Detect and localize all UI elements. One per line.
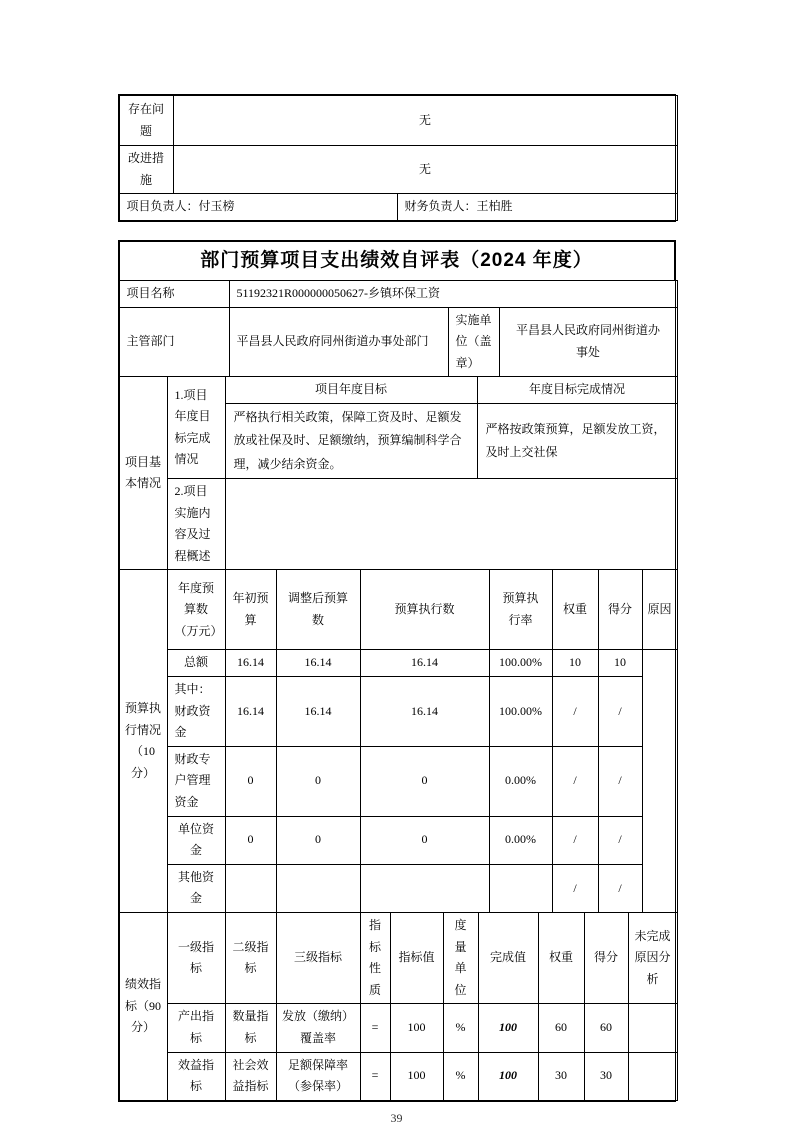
budget-cell-weight: /	[552, 864, 598, 912]
perf-cell-target: 100	[390, 1052, 443, 1100]
perf-cell-unit: %	[443, 1004, 478, 1052]
table-row	[119, 677, 677, 747]
improvements-label: 改进措施	[119, 146, 173, 194]
table-row	[119, 746, 677, 816]
budget-row-name: 总额	[167, 650, 225, 677]
document-page	[118, 0, 676, 1122]
perf-cell-score: 60	[584, 1004, 628, 1052]
perf-cell-level2: 数量指标	[225, 1004, 276, 1052]
perf-header-nature: 指标性质	[360, 913, 390, 1004]
budget-cell-score: /	[598, 864, 642, 912]
perf-cell-nature: =	[360, 1004, 390, 1052]
budget-cell-rate: 100.00%	[489, 650, 552, 677]
goal-header: 项目年度目标	[225, 377, 477, 404]
summary-table-grid	[119, 95, 678, 221]
budget-cell-weight: /	[552, 746, 598, 816]
table-row	[119, 1052, 677, 1100]
performance-section	[119, 912, 678, 1101]
goal-row-label: 1.项目年度目标完成情况	[167, 377, 225, 479]
budget-cell-weight: /	[552, 816, 598, 864]
project-name-value: 51192321R000000050627-乡镇环保工资	[229, 280, 677, 307]
budget-execution-section	[119, 569, 678, 913]
title-row	[119, 241, 675, 281]
budget-cell-rate: 0.00%	[489, 816, 552, 864]
budget-cell-adjusted	[276, 864, 360, 912]
budget-cell-executed: 0	[360, 816, 489, 864]
budget-cell-adjusted: 16.14	[276, 650, 360, 677]
perf-cell-unit: %	[443, 1052, 478, 1100]
evaluation-table	[118, 240, 676, 1102]
budget-cell-executed: 0	[360, 746, 489, 816]
budget-row-name: 其他资金	[167, 864, 225, 912]
process-row-label: 2.项目实施内容及过程概述	[167, 479, 225, 570]
budget-header-weight: 权重	[552, 570, 598, 650]
perf-cell-nature: =	[360, 1052, 390, 1100]
budget-cell-weight: 10	[552, 650, 598, 677]
perf-cell-level2: 社会效益指标	[225, 1052, 276, 1100]
budget-row-name: 其中：财政资金	[167, 677, 225, 747]
budget-cell-score: /	[598, 677, 642, 747]
perf-cell-actual: 100	[478, 1004, 538, 1052]
perf-cell-weight: 60	[538, 1004, 584, 1052]
project-leader: 项目负责人：付玉榜	[119, 194, 397, 221]
improvements-value: 无	[173, 146, 677, 194]
budget-reason-value	[642, 650, 677, 913]
table-row	[119, 864, 677, 912]
budget-cell-initial: 0	[225, 816, 276, 864]
summary-table	[118, 94, 676, 222]
performance-section-label: 绩效指标（90 分）	[119, 913, 167, 1101]
issues-label: 存在问题	[119, 96, 173, 146]
budget-cell-initial	[225, 864, 276, 912]
budget-header-reason: 原因	[642, 570, 677, 650]
budget-row-name: 财政专户管理资金	[167, 746, 225, 816]
goal-completion-header: 年度目标完成情况	[477, 377, 677, 404]
perf-cell-level1: 产出指标	[167, 1004, 225, 1052]
budget-row-name: 单位资金	[167, 816, 225, 864]
perf-header-unit: 度量单位	[443, 913, 478, 1004]
project-name-label: 项目名称	[119, 280, 229, 307]
perf-cell-actual: 100	[478, 1052, 538, 1100]
impl-unit-value: 平昌县人民政府同州街道办事处	[499, 307, 677, 377]
budget-header-initial: 年初预算	[225, 570, 276, 650]
budget-cell-adjusted: 16.14	[276, 677, 360, 747]
process-text	[225, 479, 677, 570]
perf-header-weight: 权重	[538, 913, 584, 1004]
budget-cell-executed	[360, 864, 489, 912]
budget-cell-initial: 16.14	[225, 677, 276, 747]
budget-section-label: 预算执行情况（10 分）	[119, 570, 167, 913]
budget-cell-initial: 0	[225, 746, 276, 816]
perf-cell-level3: 发放（缴纳）覆盖率	[276, 1004, 360, 1052]
budget-cell-weight: /	[552, 677, 598, 747]
goal-completion-text: 严格按政策预算，足额发放工资，及时上交社保	[477, 403, 677, 478]
budget-cell-rate: 100.00%	[489, 677, 552, 747]
perf-header-level2: 二级指标	[225, 913, 276, 1004]
table-row	[119, 816, 677, 864]
budget-header-annual: 年度预算数（万元）	[167, 570, 225, 650]
budget-cell-score: /	[598, 816, 642, 864]
table-title: 部门预算项目支出绩效自评表（2024 年度）	[119, 241, 674, 280]
budget-header-rate: 预算执行率	[489, 570, 552, 650]
budget-cell-adjusted: 0	[276, 816, 360, 864]
impl-unit-label: 实施单位（盖章）	[448, 307, 499, 377]
department-value: 平昌县人民政府同州街道办事处部门	[229, 307, 448, 377]
budget-cell-executed: 16.14	[360, 677, 489, 747]
perf-cell-score: 30	[584, 1052, 628, 1100]
budget-header-executed: 预算执行数	[360, 570, 489, 650]
perf-cell-target: 100	[390, 1004, 443, 1052]
table-row	[119, 1004, 677, 1052]
department-row	[119, 307, 678, 378]
perf-cell-level3: 足额保障率（参保率）	[276, 1052, 360, 1100]
basic-info-section	[119, 376, 678, 570]
table-row	[119, 650, 677, 677]
perf-header-reason: 未完成原因分析	[628, 913, 677, 1004]
budget-cell-score: 10	[598, 650, 642, 677]
perf-cell-reason	[628, 1004, 677, 1052]
budget-cell-adjusted: 0	[276, 746, 360, 816]
budget-cell-rate	[489, 864, 552, 912]
perf-header-level3: 三级指标	[276, 913, 360, 1004]
goal-text: 严格执行相关政策，保障工资及时、足额发放或社保及时、足额缴纳，预算编制科学合理，减少结余资金。	[225, 403, 477, 478]
perf-cell-reason	[628, 1052, 677, 1100]
issues-value: 无	[173, 96, 677, 146]
basic-info-section-label: 项目基本情况	[119, 377, 167, 570]
perf-header-level1: 一级指标	[167, 913, 225, 1004]
perf-header-target: 指标值	[390, 913, 443, 1004]
department-label: 主管部门	[119, 307, 229, 377]
perf-header-actual: 完成值	[478, 913, 538, 1004]
page-number: 39	[390, 1110, 403, 1122]
budget-cell-initial: 16.14	[225, 650, 276, 677]
budget-cell-executed: 16.14	[360, 650, 489, 677]
budget-header-adjusted: 调整后预算数	[276, 570, 360, 650]
project-name-row	[119, 280, 678, 308]
perf-cell-weight: 30	[538, 1052, 584, 1100]
finance-leader: 财务负责人：王柏胜	[397, 194, 677, 221]
perf-cell-level1: 效益指标	[167, 1052, 225, 1100]
budget-header-score: 得分	[598, 570, 642, 650]
perf-header-score: 得分	[584, 913, 628, 1004]
budget-cell-score: /	[598, 746, 642, 816]
budget-cell-rate: 0.00%	[489, 746, 552, 816]
